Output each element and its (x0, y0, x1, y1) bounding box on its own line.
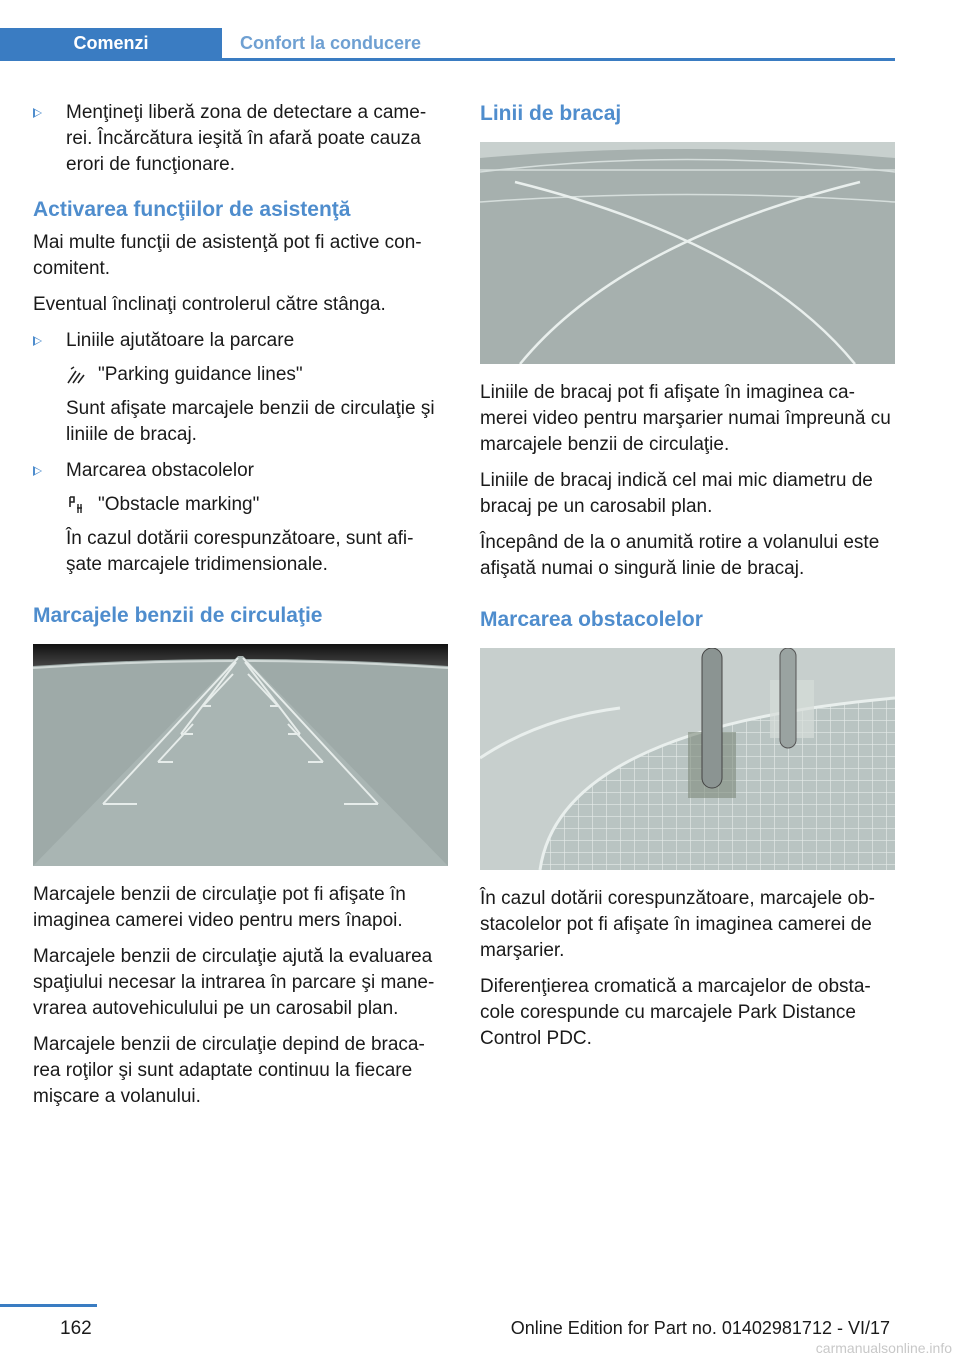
bullet-triangle-icon (33, 108, 42, 118)
page-number: 162 (60, 1318, 92, 1339)
bullet-description: În cazul dotării corespunzătoare, sunt afi‐şate marcajele tridimensionale. (66, 528, 414, 575)
setting-label: "Obstacle marking" (98, 494, 260, 515)
turning-lines-illustration (480, 142, 895, 364)
bullet-title: Marcarea obstacolelor (66, 460, 254, 481)
bullet-triangle-icon (33, 336, 42, 346)
paragraph: Marcajele benzii de circulaţie ajută la evaluarea spaţiului necesar la intrarea în parcare şi mane‐vrarea autovehiculului pe un carosabil plan. (33, 946, 435, 1019)
bullet-title: Liniile ajutătoare la parcare (66, 330, 295, 351)
list-item (33, 328, 448, 448)
watermark: carmanualsonline.info (815, 1340, 952, 1356)
parking-lines-icon (66, 365, 86, 385)
paragraph: Eventual înclinaţi controlerul către stânga. (33, 294, 386, 315)
paragraph: Liniile de bracaj pot fi afişate în imaginea ca‐merei video pentru marşarier numai împreună cu marcajele benzii de circulaţie. (480, 382, 891, 455)
bullet-triangle-icon (33, 466, 42, 476)
header-rule (0, 58, 895, 61)
menu-setting-obstacle-marking (66, 492, 448, 518)
header-tab-comenzi[interactable]: Comenzi (73, 33, 149, 53)
paragraph: În cazul dotării corespunzătoare, marcajele ob‐stacolelor pot fi afişate în imaginea camerei de marşarier. (480, 888, 875, 961)
setting-label: "Parking guidance lines" (98, 364, 303, 385)
list-item (33, 458, 448, 578)
lane-markings-illustration (33, 644, 448, 866)
menu-setting-parking-lines (66, 362, 448, 388)
bullet-description: Sunt afişate marcajele benzii de circulaţie şi liniile de bracaj. (66, 398, 435, 445)
section-heading-obstacle: Marcarea obstacolelor (480, 608, 703, 631)
section-heading-lane: Marcajele benzii de circulaţie (33, 604, 323, 627)
footer-rule (0, 1304, 97, 1307)
section-heading-activation: Activarea funcţiilor de asistenţă (33, 198, 351, 221)
list-item (33, 100, 448, 178)
edition-label: Online Edition for Part no. 01402981712 - VI/17 (510, 1318, 890, 1338)
paragraph: Mai multe funcţii de asistenţă pot fi active con‐comitent. (33, 232, 422, 279)
obstacle-marking-illustration (480, 648, 895, 870)
header-tab-confort[interactable]: Confort la conducere (240, 33, 422, 53)
paragraph: Începând de la o anumită rotire a volanului este afişată numai o singură linie de bracaj. (480, 532, 880, 579)
paragraph: Marcajele benzii de circulaţie depind de braca‐rea roţilor şi sunt adaptate continuu la fiecare mişcare a volanului. (33, 1034, 425, 1107)
paragraph: Marcajele benzii de circulaţie pot fi afişate în imaginea camerei video pentru mers înapoi. (33, 884, 406, 931)
left-column (33, 100, 448, 1120)
obstacle-marking-icon (66, 495, 86, 515)
paragraph: Liniile de bracaj indică cel mai mic diametru de bracaj pe un carosabil plan. (480, 470, 873, 517)
bullet-text: Menţineţi liberă zona de detectare a came‐rei. Încărcătura ieşită în afară poate cauza erori de funcţionare. (66, 102, 427, 175)
section-heading-turning: Linii de bracaj (480, 102, 622, 125)
paragraph: Diferenţierea cromatică a marcajelor de obsta‐cole corespunde cu marcajele Park Distance Control PDC. (480, 976, 871, 1049)
right-column (480, 100, 895, 1062)
